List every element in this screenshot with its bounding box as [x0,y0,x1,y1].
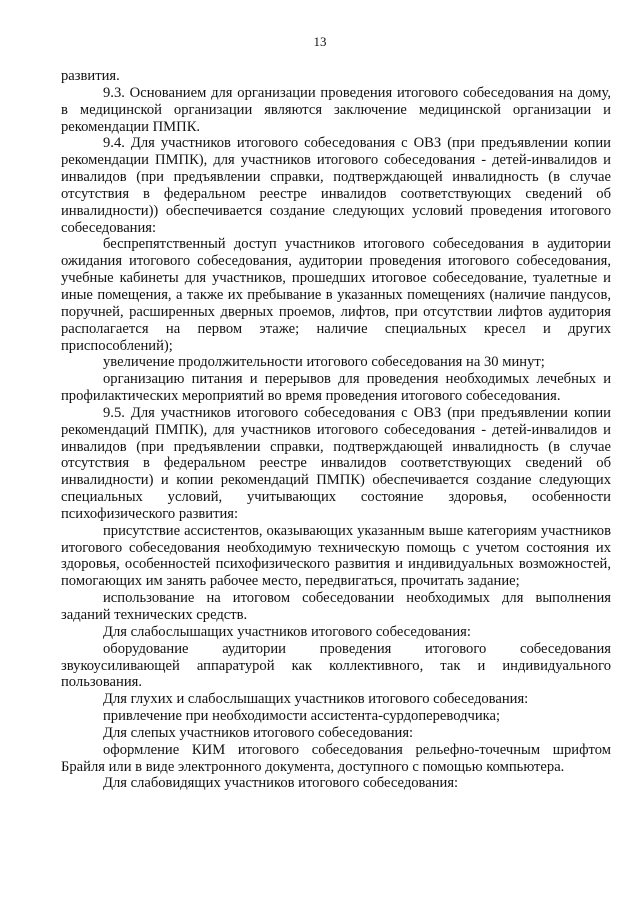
heading-hard-of-hearing: Для слабослышащих участников итогового собеседования: [103,623,471,640]
heading-visually-impaired: Для слабовидящих участников итогового собеседования: [103,775,459,792]
paragraph-extended-duration: увеличение продолжительности итогового собеседования на 30 минут; [103,354,545,371]
paragraph-meals-breaks: организацию питания и перерывов для проведения необходимых лечебных и профилактических мероприятий во время проведения итогового собеседования. [61,371,611,405]
heading-blind: Для слепых участников итогового собеседования: [103,724,414,741]
heading-deaf-and-hard-of-hearing: Для глухих и слабослышащих участников итогового собеседования: [103,691,529,708]
paragraph-braille: оформление КИМ итогового собеседования рельефно-точечным шрифтом Брайля или в виде электронного документа, доступного с помощью компьютера. [61,741,611,775]
page-number: 13 [313,34,327,49]
paragraph-sound-equipment: оборудование аудитории проведения итогового собеседования звукоусиливающей аппаратурой как коллективного, так и индивидуального пользования. [61,640,611,691]
paragraph-9-5: 9.5. Для участников итогового собеседования с ОВЗ (при предъявлении копии рекомендаций ПМПК), для участников итогового собеседования - детей-инвалидов и инвалидов (при предъявлении справки, подтверждающей инвалидность (в случае отсутствия в федеральном реестре инвалидов соответствующих сведений об инвалидности) и копии рекомендаций ПМПК) обеспечивается создание следующих специальных условий, учитывающих состояние здоровья, особенности психофизического развития: [61,404,611,522]
paragraph-unobstructed-access: беспрепятственный доступ участников итогового собеседования в аудитории ожидания итогового собеседования, аудитории проведения итогового собеседования, учебные кабинеты для участников, прошедших итоговое собеседование, туалетные и иные помещения, а также их пребывание в указанных помещениях (наличие пандусов, поручней, расширенных дверных проемов, лифтов, при отсутствии лифтов аудитория располагается на первом этаже; наличие специальных кресел и других приспособлений); [61,236,611,354]
paragraph-9-3: 9.3. Основанием для организации проведения итогового собеседования на дому, в медицинской организации являются заключение медицинской организации и рекомендации ПМПК. [61,84,611,135]
paragraph-assistants: присутствие ассистентов, оказывающих указанным выше категориям участников итогового собеседования необходимую техническую помощь с учетом состояния их здоровья, особенностей психофизического развития и индивидуальных возможностей, помогающих им занять рабочее место, передвигаться, прочитать задание; [61,522,611,590]
paragraph-9-4: 9.4. Для участников итогового собеседования с ОВЗ (при предъявлении копии рекомендации ПМПК), для участников итогового собеседования - детей-инвалидов и инвалидов (при предъявлении справки, подтверждающей инвалидность (в случае отсутствия в федеральном реестре инвалидов соответствующих сведений об инвалидности)) обеспечивается создание следующих условий проведения итогового собеседования: [61,135,611,236]
paragraph-continuation: развития. [61,68,120,84]
document-body [61,68,611,792]
paragraph-technical-means: использование на итоговом собеседовании необходимых для выполнения заданий технических средств. [61,590,611,623]
paragraph-sign-interpreter: привлечение при необходимости ассистента-сурдопереводчика; [103,708,501,725]
